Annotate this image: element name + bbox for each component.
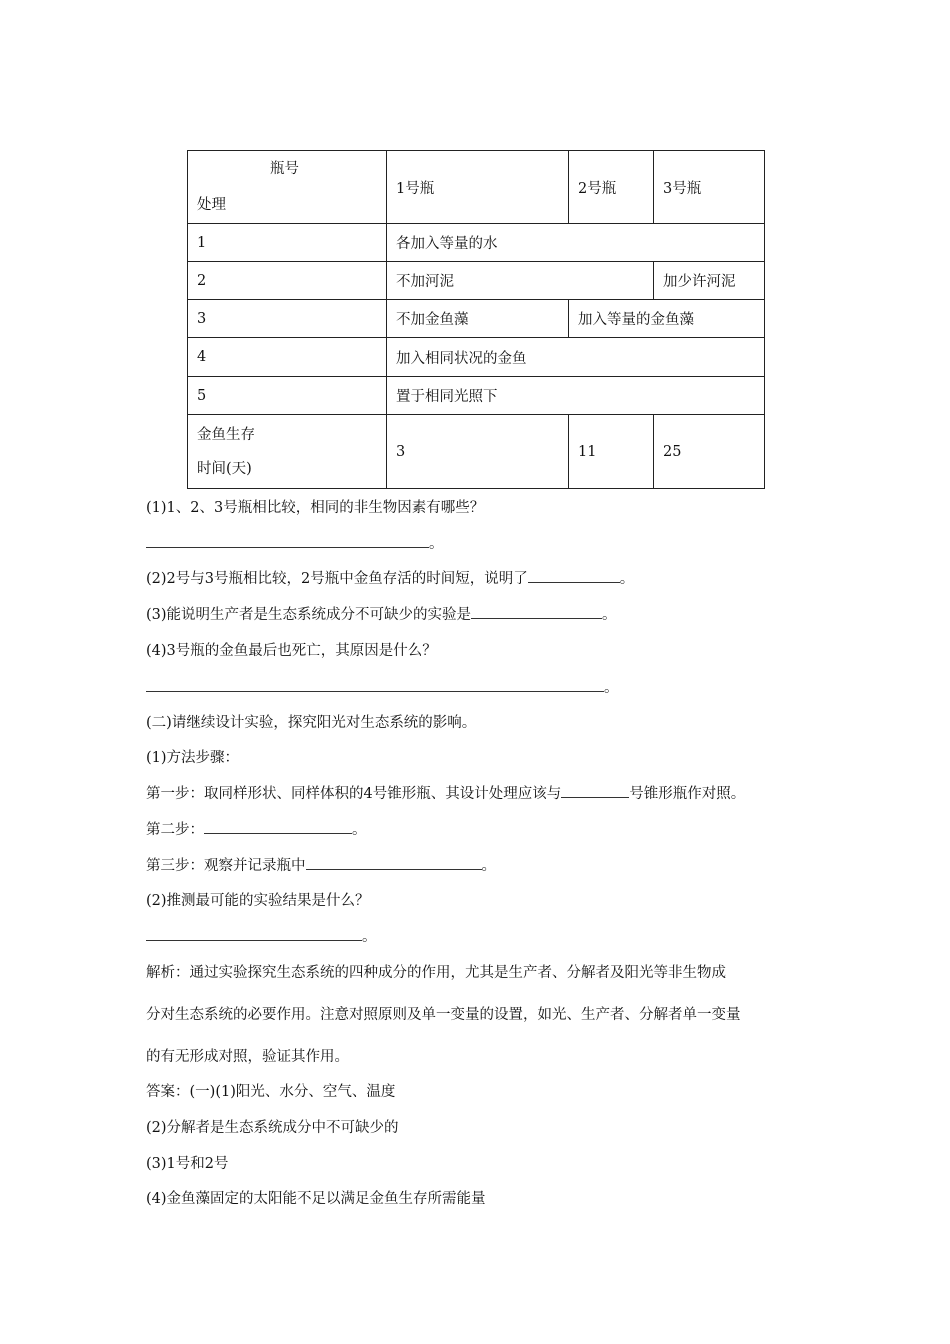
step-three: 第三步：观察并记录瓶中 。 xyxy=(146,858,496,874)
step-one: 第一步：取同样形状、同样体积的4号锥形瓶、其设计处理应该与 号锥形瓶作对照。 xyxy=(146,786,746,802)
result-label: 金鱼生存 时间(天) xyxy=(188,415,387,489)
answer-line-2: (2)分解者是生态系统成分中不可缺少的 xyxy=(146,1120,399,1136)
fill-blank[interactable] xyxy=(561,785,629,798)
row-treatment: 不加金鱼藻 xyxy=(387,300,569,338)
fill-blank[interactable] xyxy=(204,821,352,834)
table-row xyxy=(188,377,765,415)
answer-line-3: (3)1号和2号 xyxy=(146,1156,229,1172)
answer-line-4: (4)金鱼藻固定的太阳能不足以满足金鱼生存所需能量 xyxy=(146,1191,486,1207)
row-treatment: 加入等量的金鱼藻 xyxy=(569,300,765,338)
table-header-row xyxy=(188,151,765,224)
table-row xyxy=(188,338,765,377)
row-number: 4 xyxy=(188,338,387,377)
row-treatment: 不加河泥 xyxy=(387,262,654,300)
table-row xyxy=(188,224,765,262)
result-value: 3 xyxy=(387,415,569,489)
table-row xyxy=(188,300,765,338)
header-bottle-2: 2号瓶 xyxy=(569,151,654,224)
analysis-line-3: 的有无形成对照，验证其作用。 xyxy=(146,1049,349,1065)
fill-blank[interactable] xyxy=(146,928,362,941)
diagonal-header-cell xyxy=(188,151,387,224)
question-result: (2)推测最可能的实验结果是什么？ xyxy=(146,893,370,909)
header-treatment: 处理 xyxy=(197,197,226,213)
row-number: 1 xyxy=(188,224,387,262)
method-steps-heading: (1)方法步骤： xyxy=(146,750,240,766)
experiment-table xyxy=(187,150,765,489)
header-bottle-3: 3号瓶 xyxy=(654,151,765,224)
row-treatment: 置于相同光照下 xyxy=(387,377,765,415)
step-two: 第二步： 。 xyxy=(146,822,367,838)
answer-blank-4: 。 xyxy=(146,676,619,697)
question-1: (1)1、2、3号瓶相比较，相同的非生物因素有哪些？ xyxy=(146,500,485,516)
answer-blank-1: 。 xyxy=(146,532,444,553)
row-treatment: 加少许河泥 xyxy=(654,262,765,300)
row-number: 2 xyxy=(188,262,387,300)
answer-line-1: 答案：(一)(1)阳光、水分、空气、温度 xyxy=(146,1084,396,1100)
result-value: 11 xyxy=(569,415,654,489)
question-4: (4)3号瓶的金鱼最后也死亡，其原因是什么？ xyxy=(146,643,437,659)
row-treatment: 各加入等量的水 xyxy=(387,224,765,262)
analysis-line-2: 分对生态系统的必要作用。注意对照原则及单一变量的设置，如光、生产者、分解者单一变量 xyxy=(146,1007,741,1023)
fill-blank[interactable] xyxy=(146,535,429,548)
answer-blank-result: 。 xyxy=(146,925,377,946)
fill-blank[interactable] xyxy=(146,679,604,692)
question-2: (2)2号与3号瓶相比较，2号瓶中金鱼存活的时间短，说明了 。 xyxy=(146,571,635,587)
analysis-line-1: 解析：通过实验探究生态系统的四种成分的作用，尤其是生产者、分解者及阳光等非生物成 xyxy=(146,965,726,981)
row-number: 3 xyxy=(188,300,387,338)
fill-blank[interactable] xyxy=(471,606,602,619)
header-bottle-1: 1号瓶 xyxy=(387,151,569,224)
fill-blank[interactable] xyxy=(528,570,620,583)
table-row xyxy=(188,262,765,300)
part-two-heading: (二)请继续设计实验，探究阳光对生态系统的影响。 xyxy=(146,715,477,731)
result-value: 25 xyxy=(654,415,765,489)
row-treatment: 加入相同状况的金鱼 xyxy=(387,338,765,377)
header-bottle-number: 瓶号 xyxy=(270,161,299,177)
row-number: 5 xyxy=(188,377,387,415)
table-result-row xyxy=(188,415,765,489)
question-3: (3)能说明生产者是生态系统成分不可缺少的实验是 。 xyxy=(146,607,617,623)
fill-blank[interactable] xyxy=(306,857,482,870)
